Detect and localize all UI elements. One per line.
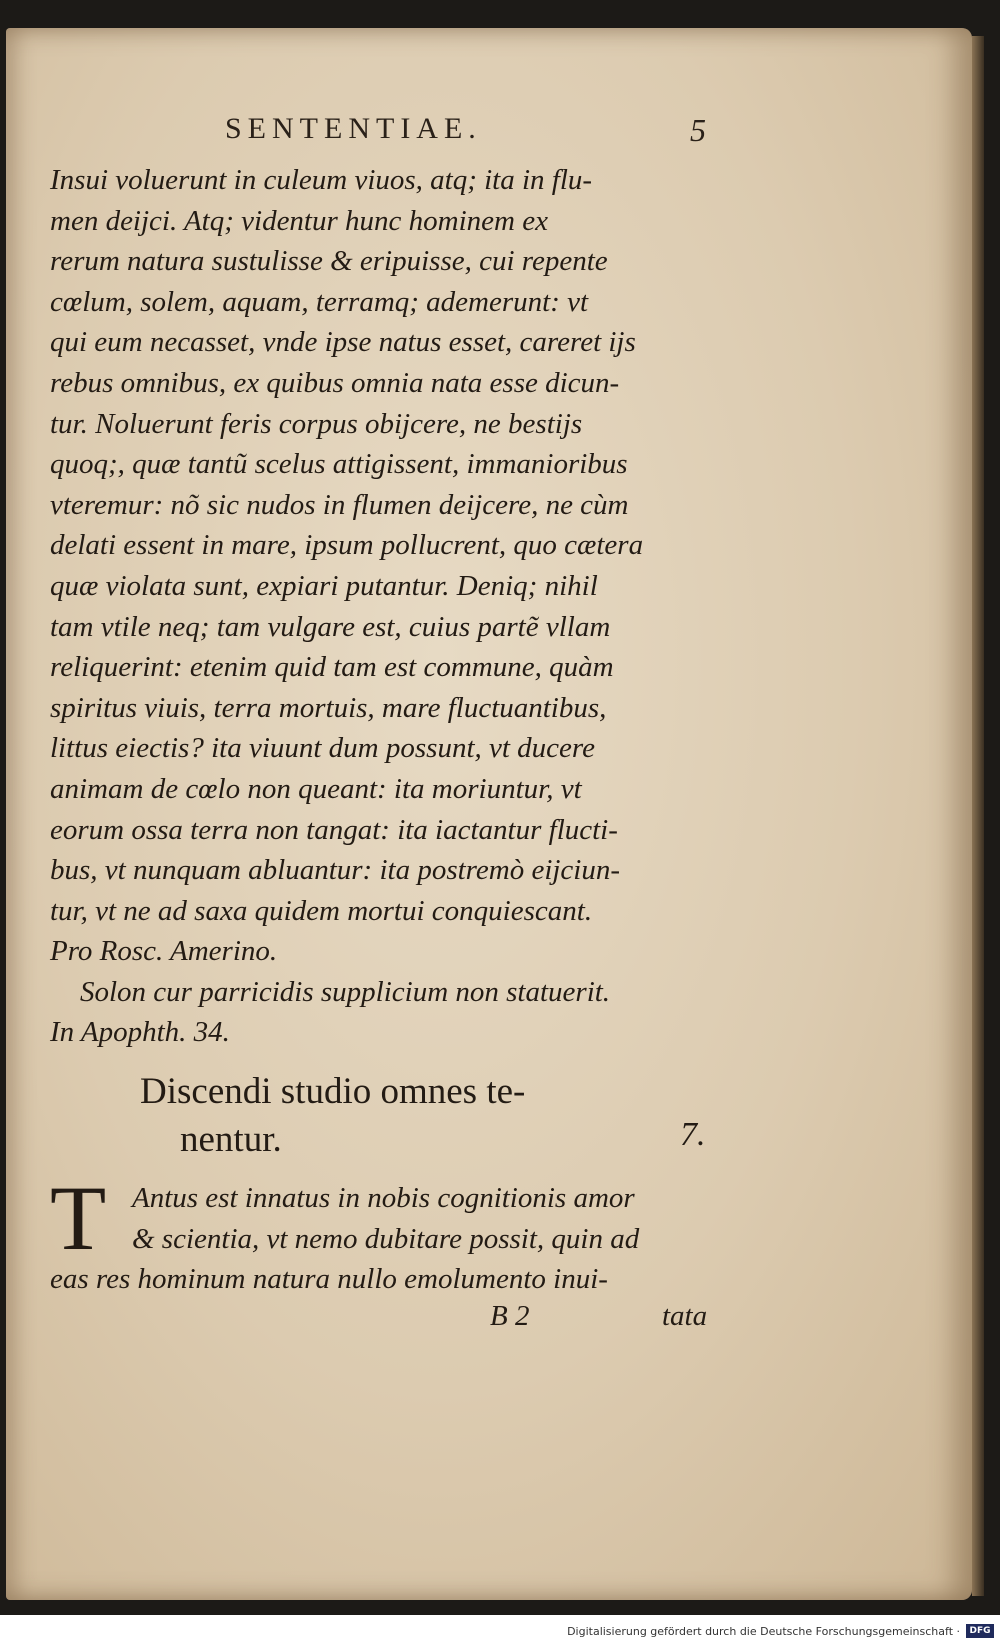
text-line: spiritus viuis, terra mortuis, mare fluctuantibus,	[50, 691, 607, 724]
text-line: eorum ossa terra non tangat: ita iactantur flucti-	[50, 813, 618, 846]
page-footer	[0, 1300, 1000, 1340]
section-heading-line-1: Discendi studio omnes te-	[140, 1071, 526, 1112]
text-line: littus eiectis? ita viuunt dum possunt, vt ducere	[50, 732, 596, 765]
text-line: Pro Rosc. Amerino.	[50, 935, 278, 968]
text-line: men deijci. Atq; videntur hunc hominem ex	[50, 204, 548, 237]
text-line: reliquerint: etenim quid tam est commune, quàm	[50, 651, 614, 684]
section-heading-line-2: nentur.	[180, 1119, 282, 1160]
text-line: & scientia, vt nemo dubitare possit, quin ad	[132, 1222, 640, 1255]
section-body	[50, 1167, 730, 1300]
section-heading	[140, 1068, 730, 1164]
text-line: Solon cur parricidis supplicium non statuerit.	[80, 975, 611, 1008]
text-line: rerum natura sustulisse & eripuisse, cui repente	[50, 245, 608, 278]
running-head-title: SENTENTIAE.	[225, 112, 482, 145]
text-line: cœlum, solem, aquam, terramq; ademerunt: vt	[50, 285, 589, 318]
text-line: In Apophth. 34.	[50, 1016, 230, 1049]
page-number: 5	[690, 112, 706, 148]
text-line: animam de cœlo non queant: ita moriuntur, vt	[50, 772, 582, 805]
text-line: delati essent in mare, ipsum pollucrent, quo cætera	[50, 529, 644, 562]
text-line: quoq;, quæ tantũ scelus attigissent, immanioribus	[50, 448, 628, 481]
text-line: bus, vt nunquam abluantur: ita postremò eijciun-	[50, 854, 621, 887]
dfg-logo: DFG	[966, 1624, 994, 1638]
section-number: 7.	[680, 1116, 706, 1153]
text-line: tur, vt ne ad saxa quidem mortui conquiescant.	[50, 894, 593, 927]
running-head	[0, 112, 1000, 152]
text-line: tur. Noluerunt feris corpus obijcere, ne bestijs	[50, 407, 583, 440]
text-line: quæ violata sunt, expiari putantur. Deniq; nihil	[50, 569, 598, 602]
text-line: eas res hominum natura nullo emolumento inui-	[50, 1263, 608, 1296]
digitization-note: Digitalisierung gefördert durch die Deutsche Forschungsgemeinschaft ·	[567, 1625, 960, 1638]
signature-mark: B 2	[490, 1300, 530, 1332]
text-line: Antus est innatus in nobis cognitionis amor	[132, 1182, 635, 1214]
text-line: Insui voluerunt in culeum viuos, atq; ita in flu-	[50, 164, 593, 196]
text-line: tam vtile neq; tam vulgare est, cuius partẽ vllam	[50, 610, 611, 643]
page-edge	[972, 36, 984, 1596]
text-line: rebus omnibus, ex quibus omnia nata esse dicun-	[50, 366, 620, 399]
text-line: qui eum necasset, vnde ipse natus esset, careret ijs	[50, 326, 636, 359]
text-line: vteremur: nõ sic nudos in flumen deijcere, ne cùm	[50, 488, 629, 521]
catchword: tata	[662, 1300, 708, 1332]
drop-cap: T	[50, 1167, 107, 1269]
body-text	[50, 160, 730, 1053]
